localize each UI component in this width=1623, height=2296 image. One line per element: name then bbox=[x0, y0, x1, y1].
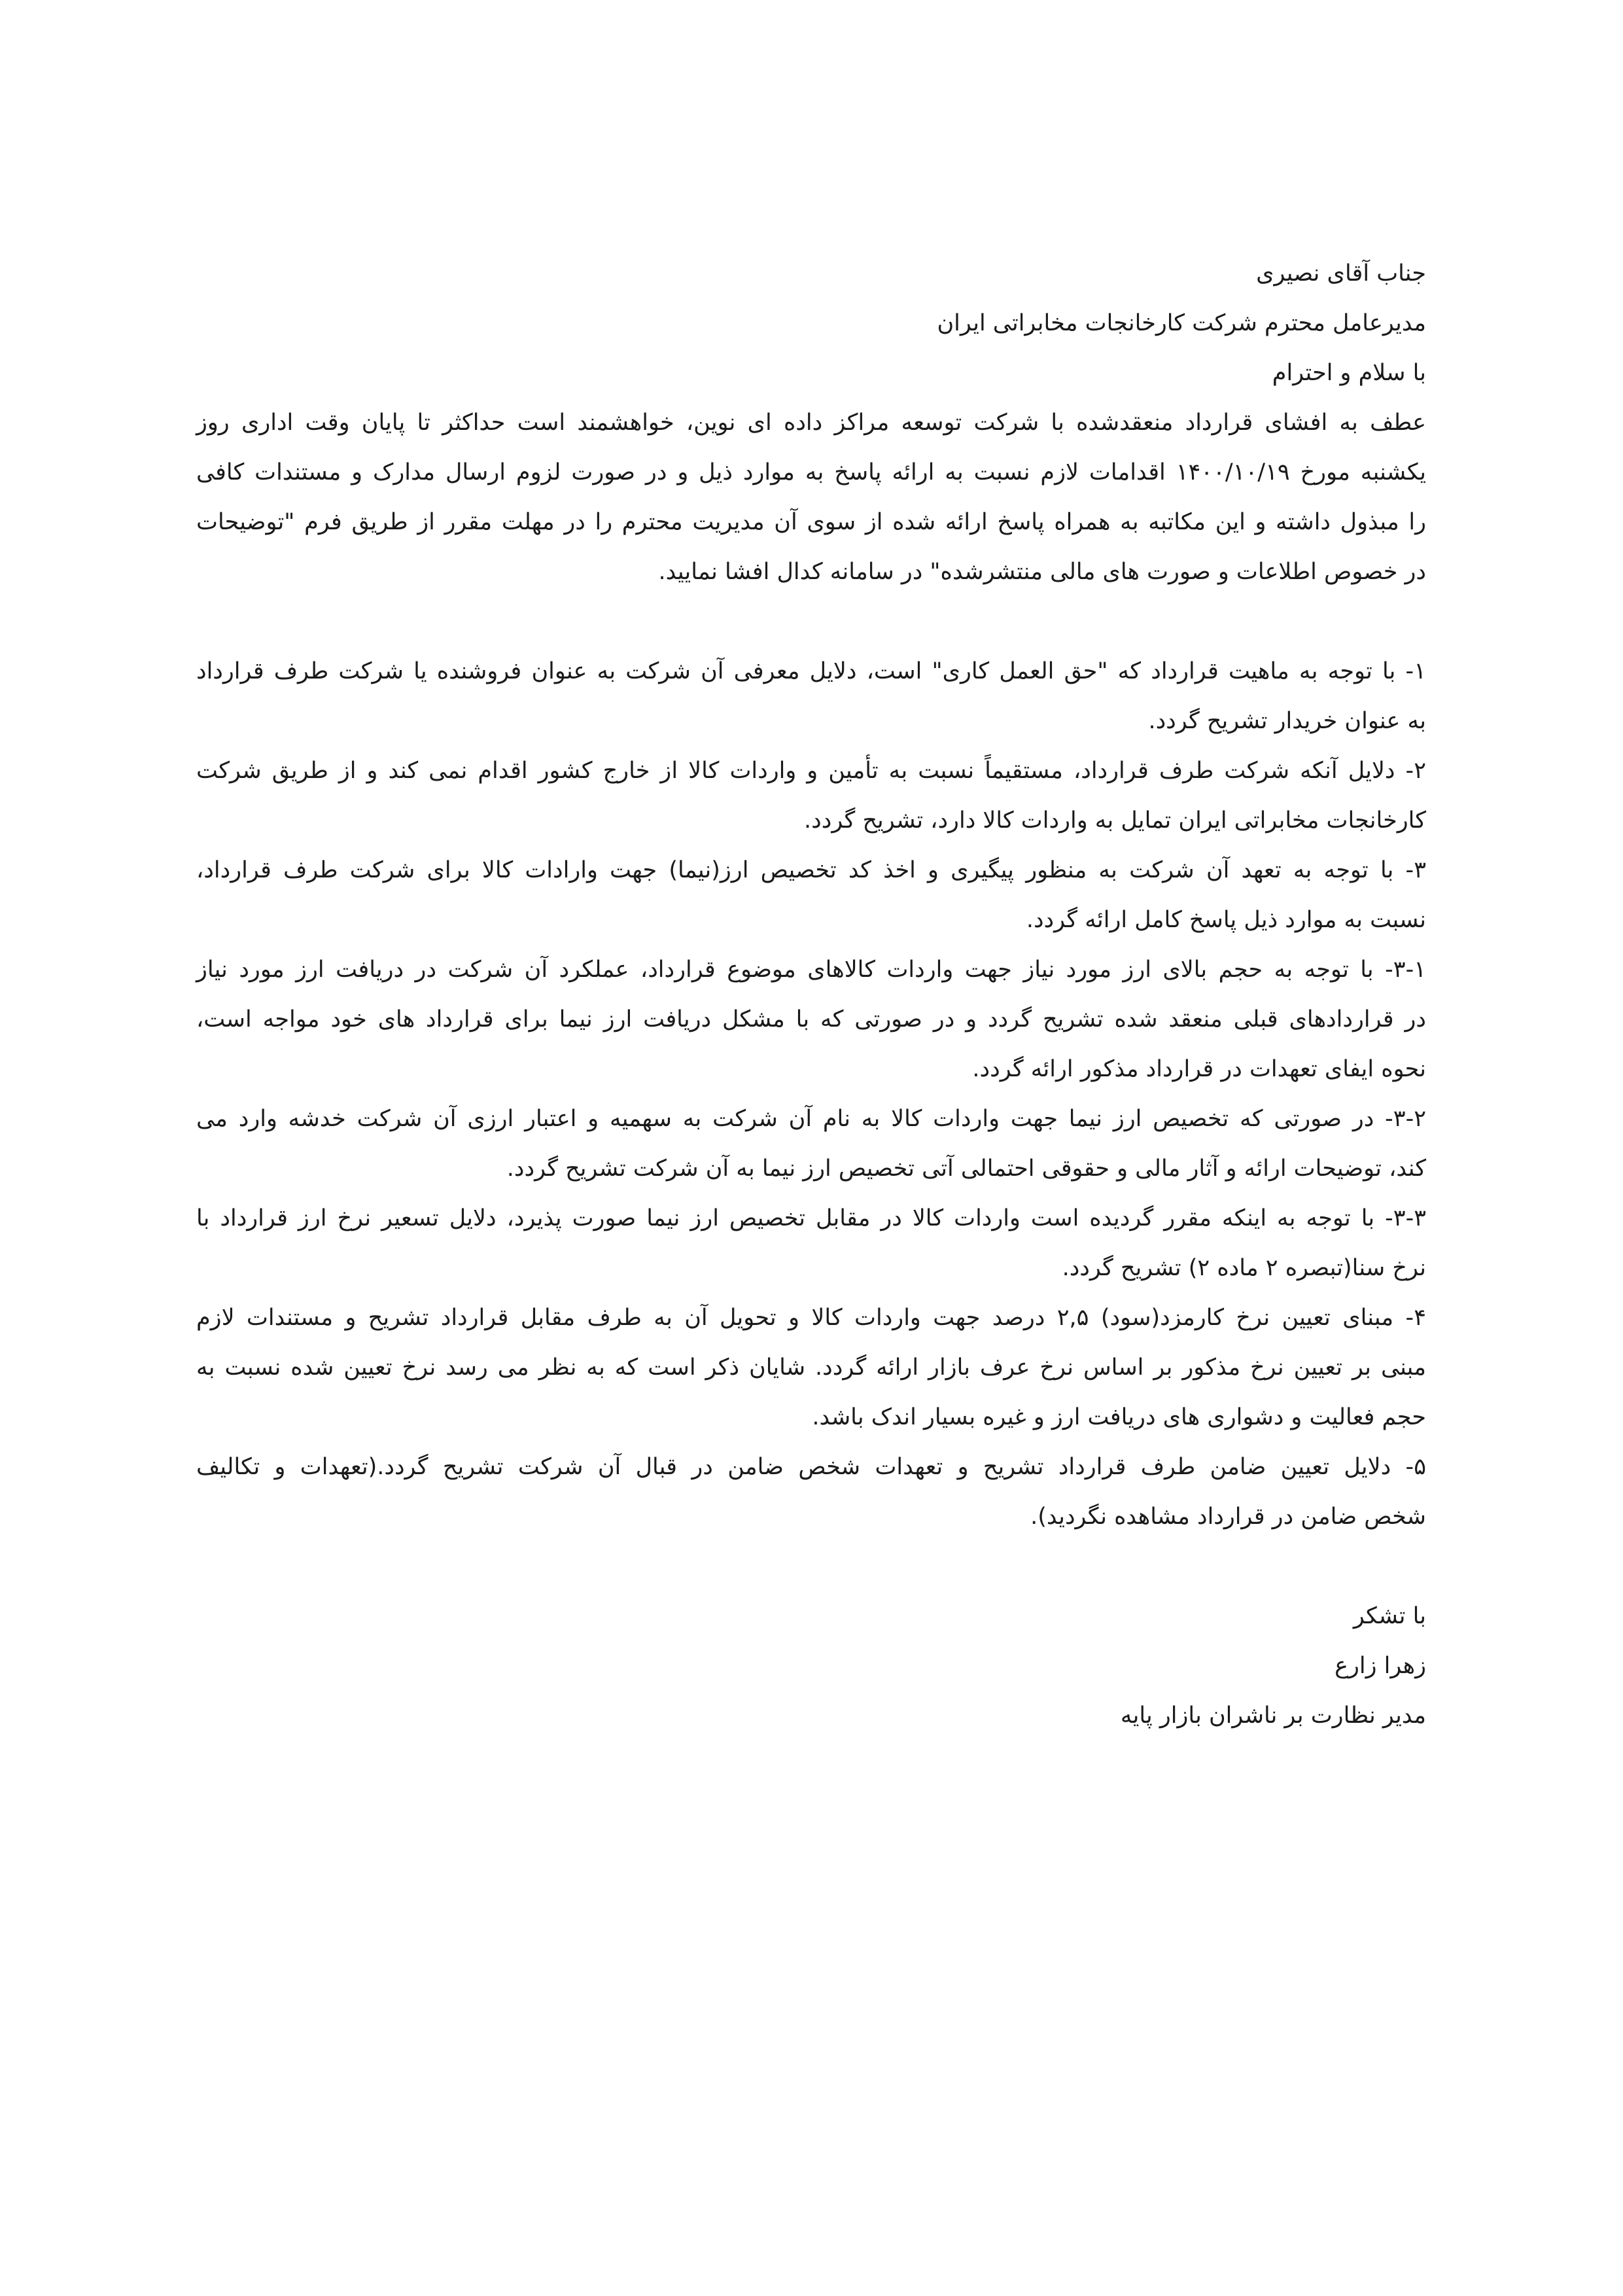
item-line: ۳-۳- با توجه به اینکه مقرر گردیده است واردات کالا در مقابل تخصیص ارز نیما صورت پذیرد، دلایل تسعیر نرخ ارز قرارداد با bbox=[196, 1205, 1426, 1231]
item-line: ۴- مبنای تعیین نرخ کارمزد(سود) ۲,۵ درصد جهت واردات کالا و تحویل آن به طرف مقابل قرارداد تشریح و مستندات لازم bbox=[196, 1305, 1426, 1331]
letter-page bbox=[196, 249, 1426, 1740]
list-item bbox=[196, 646, 1426, 746]
questions-list bbox=[196, 646, 1426, 1542]
item-line: نسبت به موارد ذیل پاسخ کامل ارائه گردد. bbox=[1026, 907, 1426, 933]
item-line: ۱- با توجه به ماهیت قرارداد که "حق العمل کاری" است، دلایل معرفی آن شرکت به عنوان فروشنده یا شرکت طرف قرارداد bbox=[196, 658, 1426, 684]
list-item bbox=[196, 746, 1426, 845]
list-item bbox=[196, 945, 1426, 1094]
list-item bbox=[196, 1094, 1426, 1193]
list-item bbox=[196, 1293, 1426, 1442]
list-item bbox=[196, 1193, 1426, 1293]
intro-paragraph bbox=[196, 398, 1426, 597]
item-line: ۵- دلایل تعیین ضامن طرف قرارداد تشریح و تعهدات شخص ضامن در قبال آن شرکت تشریح گردد.(تعهدات و تکالیف bbox=[196, 1454, 1426, 1480]
item-line: نرخ سنا(تبصره ۲ ماده ۲) تشریح گردد. bbox=[1062, 1255, 1426, 1281]
item-line: کارخانجات مخابراتی ایران تمایل به واردات کالا دارد، تشریح گردد. bbox=[804, 807, 1426, 834]
item-line: در قراردادهای قبلی منعقد شده تشریح گردد و در صورتی که با مشکل دریافت ارز نیما برای قرارداد های خود مواجه است، bbox=[196, 1006, 1426, 1033]
recipient-name: جناب آقای نصیری bbox=[1256, 260, 1426, 287]
item-line: به عنوان خریدار تشریح گردد. bbox=[1148, 708, 1426, 734]
intro-line: در خصوص اطلاعات و صورت های مالی منتشرشده" در سامانه کدال افشا نمایید. bbox=[658, 559, 1426, 585]
item-line: ۳-۱- با توجه به حجم بالای ارز مورد نیاز جهت واردات کالاهای موضوع قرارداد، عملکرد آن شرکت در دریافت ارز مورد نیاز bbox=[196, 957, 1426, 983]
signer-title: مدیر نظارت بر ناشران بازار پایه bbox=[1120, 1703, 1426, 1729]
signer-name: زهرا زارع bbox=[1335, 1653, 1426, 1679]
item-line: ۳- با توجه به تعهد آن شرکت به منظور پیگیری و اخذ کد تخصیص ارز(نیما) جهت وارادات کالا برای شرکت طرف قرارداد، bbox=[196, 857, 1426, 883]
list-item bbox=[196, 1442, 1426, 1542]
closing-thanks: با تشکر bbox=[1353, 1603, 1426, 1629]
item-line: کند، توضیحات ارائه و آثار مالی و حقوقی احتمالی آتی تخصیص ارز نیما به آن شرکت تشریح گردد. bbox=[506, 1156, 1426, 1182]
signature-block bbox=[196, 1591, 1426, 1740]
item-line: ۲- دلایل آنکه شرکت طرف قرارداد، مستقیماً نسبت به تأمین و واردات کالا از خارج کشور اقدام نمی کند و از طریق شرکت bbox=[196, 758, 1426, 784]
intro-line: را مبذول داشته و این مکاتبه به همراه پاسخ ارائه شده از سوی آن مدیریت محترم را در مهلت مقرر از طریق فرم "توضیحات bbox=[196, 509, 1426, 535]
recipient-title: مدیرعامل محترم شرکت کارخانجات مخابراتی ایران bbox=[937, 310, 1426, 336]
item-line: ۳-۲- در صورتی که تخصیص ارز نیما جهت واردات کالا به نام آن شرکت به سهمیه و اعتبار ارزی آن شرکت خدشه وارد می bbox=[196, 1106, 1426, 1132]
intro-line: عطف به افشای قرارداد منعقدشده با شرکت توسعه مراکز داده ای نوین، خواهشمند است حداکثر تا پایان وقت اداری روز bbox=[196, 410, 1426, 436]
item-line: شخص ضامن در قرارداد مشاهده نگردید). bbox=[1030, 1504, 1426, 1530]
item-line: مبنی بر تعیین نرخ مذکور بر اساس نرخ عرف بازار ارائه گردد. شایان ذکر است که به نظر می رسد نرخ تعیین شده نسبت به bbox=[196, 1354, 1426, 1381]
intro-line: یکشنبه مورخ ۱۴۰۰/۱۰/۱۹ اقدامات لازم نسبت به ارائه پاسخ به موارد ذیل و در صورت لزوم ارسال مدارک و مستندات کافی bbox=[196, 459, 1426, 486]
item-line: حجم فعالیت و دشواری های دریافت ارز و غیره بسیار اندک باشد. bbox=[812, 1404, 1426, 1430]
salutation-block bbox=[196, 249, 1426, 398]
list-item bbox=[196, 845, 1426, 945]
greeting: با سلام و احترام bbox=[1272, 360, 1426, 386]
item-line: نحوه ایفای تعهدات در قرارداد مذکور ارائه گردد. bbox=[972, 1056, 1426, 1082]
